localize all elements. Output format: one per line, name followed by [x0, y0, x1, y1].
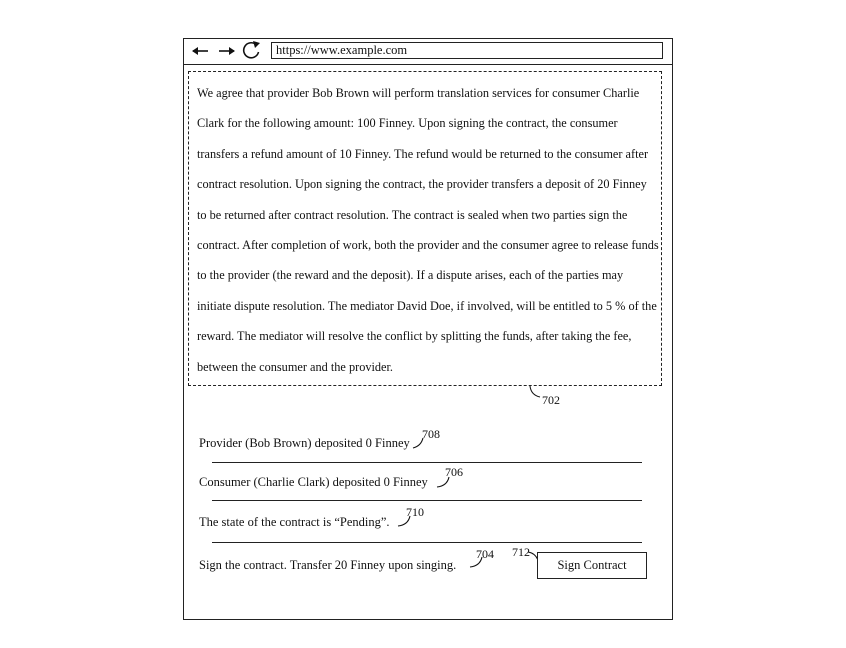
- provider-deposit-status: Provider (Bob Brown) deposited 0 Finney: [199, 436, 410, 450]
- divider: [212, 462, 642, 463]
- callout-708: 708: [422, 427, 440, 441]
- contract-text-box: [188, 71, 662, 386]
- callout-706: 706: [445, 465, 463, 479]
- url-input[interactable]: https://www.example.com: [271, 42, 663, 59]
- divider: [212, 500, 642, 501]
- consumer-deposit-status: Consumer (Charlie Clark) deposited 0 Finney: [199, 475, 428, 489]
- reload-icon[interactable]: [241, 40, 263, 62]
- browser-window: [183, 38, 673, 620]
- contract-text: We agree that provider Bob Brown will perform translation services for consumer Charlie Clark for the following amount: 100 Finney. Upon signing the contract, the consumer transfers a refund amount of 10 Finney. The refund would be returned to the consumer after contract resolution. Upon signing the contract, the provider transfers a deposit of 20 Finney to be returned after contract resolution. The contract is sealed when two parties sign the contract. After completion of work, both the provider and the consumer agree to release funds to the provider (the reward and the deposit). If a dispute arises, each of the parties may initiate dispute resolution. The mediator David Doe, if involved, will be entitled to 5 % of the reward. The mediator will resolve the conflict by splitting the funds, after taking the fee, between the consumer and the provider.: [197, 86, 659, 374]
- contract-state-status: The state of the contract is “Pending”.: [199, 515, 390, 529]
- sign-contract-button[interactable]: Sign Contract: [537, 552, 647, 579]
- right-arrow-icon[interactable]: [217, 42, 237, 60]
- browser-toolbar: [184, 39, 672, 65]
- callout-702: 702: [542, 393, 560, 407]
- callout-710: 710: [406, 505, 424, 519]
- divider: [212, 542, 642, 543]
- left-arrow-icon[interactable]: [190, 42, 210, 60]
- callout-704: 704: [476, 547, 494, 561]
- sign-instruction: Sign the contract. Transfer 20 Finney upon singing.: [199, 558, 457, 572]
- callout-712: 712: [512, 545, 530, 559]
